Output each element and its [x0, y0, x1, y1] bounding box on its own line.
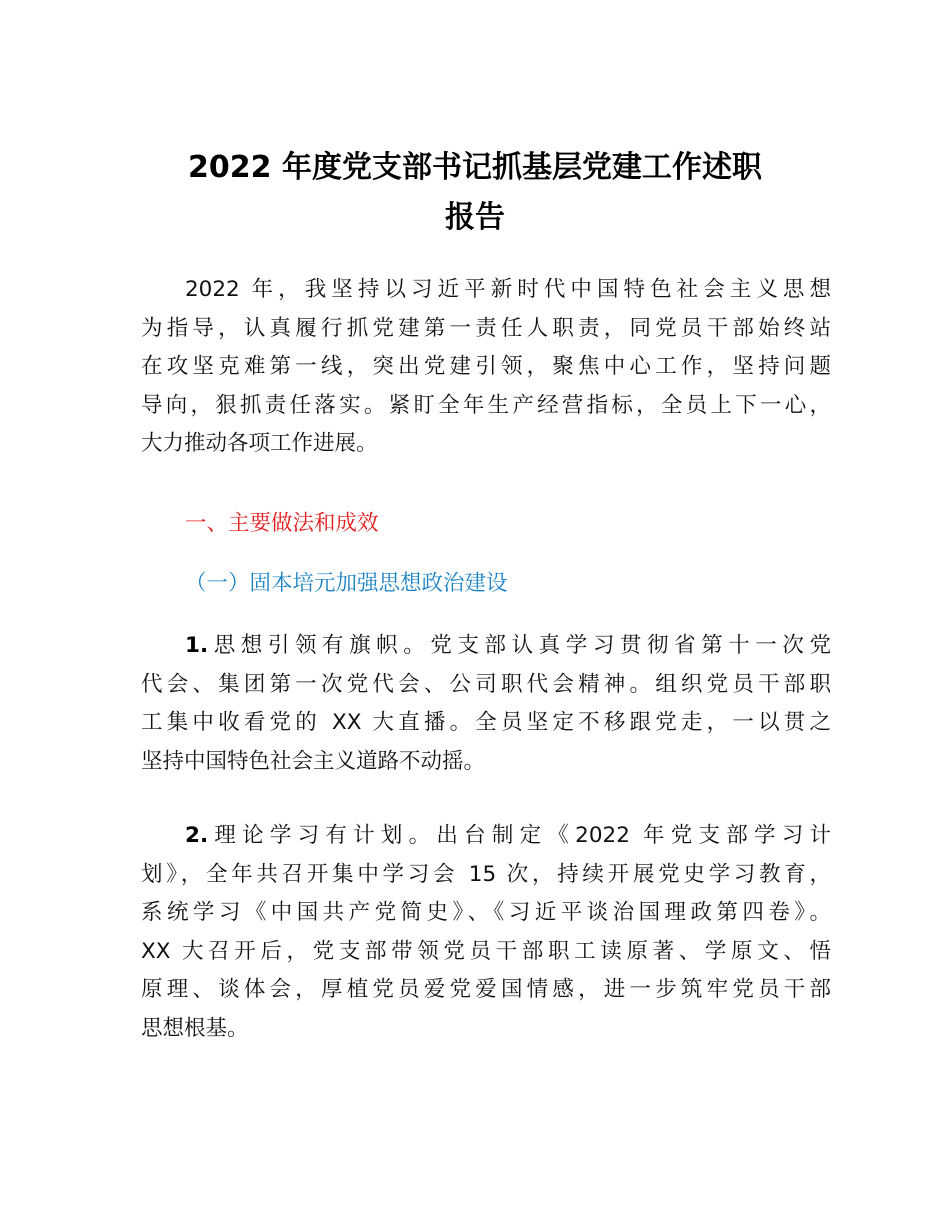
paragraph-line: 代会、集团第一次党代会、公司职代会精神。组织党员干部职	[141, 671, 831, 697]
subsection-heading: （一）固本培元加强思想政治建设	[185, 571, 508, 596]
item-text: 思想引领有旗帜。党支部认真学习贯彻省第十一次党	[208, 633, 831, 658]
paragraph-line: 在攻坚克难第一线，突出党建引领，聚焦中心工作，坚持问题	[141, 354, 831, 379]
paragraph-line	[141, 627, 831, 666]
paragraph-line: 工集中收看党的 XX 大直播。全员坚定不移跟党走，一以贯之	[141, 710, 831, 735]
document-title-line-1: 2022 年度党支部书记抓基层党建工作述职	[188, 150, 762, 185]
document-title-line-2: 报告	[445, 200, 505, 235]
section-heading: 一、主要做法和成效	[185, 511, 379, 536]
item-2-paragraph	[141, 817, 831, 1048]
intro-paragraph	[141, 271, 831, 464]
paragraph-line	[141, 817, 831, 856]
paragraph-line: 2022 年，我坚持以习近平新时代中国特色社会主义思想	[185, 277, 831, 302]
item-number: 2.	[185, 823, 209, 848]
paragraph-line: 大力推动各项工作进展。	[141, 431, 378, 456]
paragraph-line: 导向，狠抓责任落实。紧盯全年生产经营指标，全员上下一心，	[141, 392, 831, 418]
item-1-paragraph	[141, 627, 831, 781]
paragraph-line: 划》，全年共召开集中学习会 15 次，持续开展党史学习教育，	[141, 861, 831, 887]
paragraph-line: 坚持中国特色社会主义道路不动摇。	[141, 748, 486, 774]
paragraph-line: 为指导，认真履行抓党建第一责任人职责，同党员干部始终站	[141, 315, 831, 341]
item-number: 1.	[185, 633, 209, 658]
paragraph-line: XX 大召开后，党支部带领党员干部职工读原著、学原文、悟	[141, 938, 831, 964]
item-text: 理论学习有计划。出台制定《2022 年党支部学习计	[208, 823, 831, 848]
paragraph-line: 思想根基。	[141, 1015, 249, 1041]
paragraph-line: 系统学习《中国共产党简史》、《习近平谈治国理政第四卷》。	[141, 900, 831, 925]
paragraph-line: 原理、谈体会，厚植党员爱党爱国情感，进一步筑牢党员干部	[141, 977, 831, 1002]
